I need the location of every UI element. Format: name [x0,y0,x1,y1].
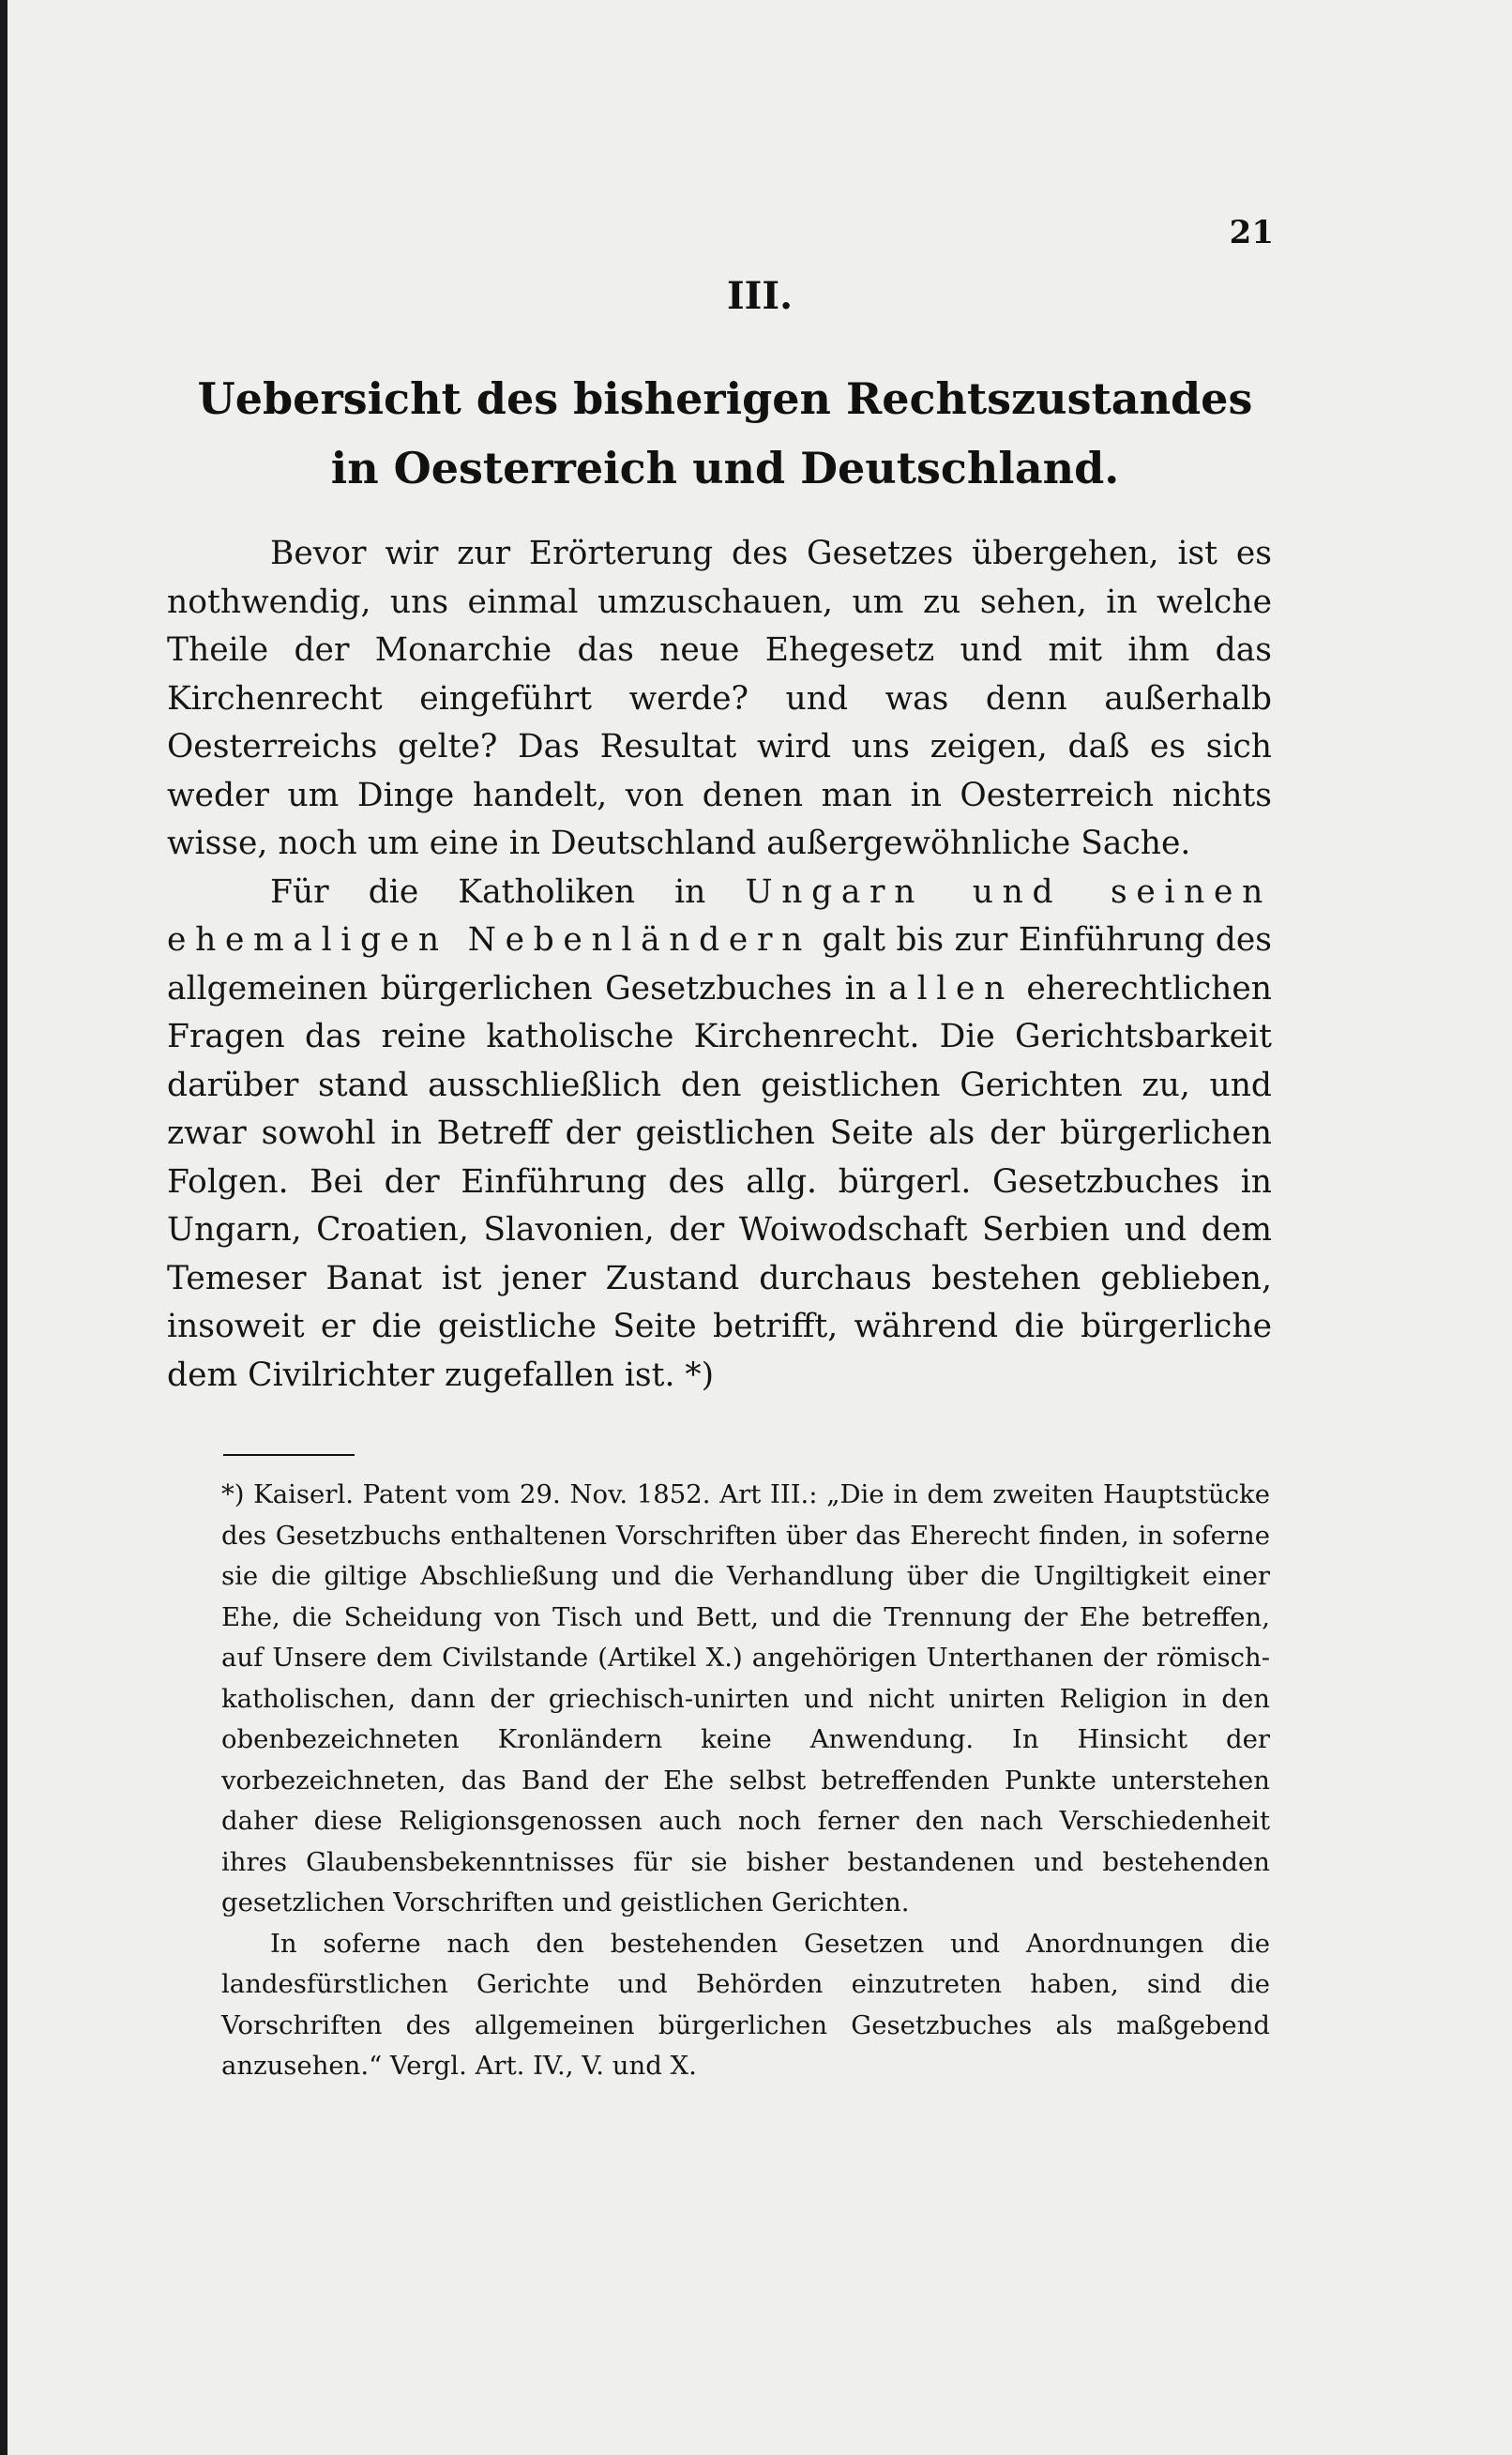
paragraph-2-part-2: galt bis zur Einführung des allgemeinen bürgerlichen Gesetzbuches in [167,921,1272,1008]
footnote-2: In soferne nach den bestehenden Gesetzen und Anordnungen die landesfürstlichen Gerichte und Behörden einzutreten haben, sind die Vorschriften des allgemeinen bürgerlichen Gesetzbuches als maßgebend anzusehen.“ Vergl. Art. IV., V. und X. [221,1928,1270,2081]
paragraph-1: Bevor wir zur Erörterung des Gesetzes übergehen, ist es nothwendig, uns einmal umzuschauen, um zu sehen, in welche Theile der Monarchie das neue Ehegesetz und mit ihm das Kirchenrecht eingeführt werde? und was denn außerhalb Oesterreichs gelte? Das Resultat wird uns zeigen, daß es sich weder um Dinge handelt, von denen man in Oesterreich nichts wisse, noch um eine in Deutschland außergewöhnliche Sache. [167,535,1272,862]
page-number: 21 [1229,214,1274,251]
document-page [8,0,1512,2455]
body-text [167,530,1272,1400]
footnote-1: *) Kaiserl. Patent vom 29. Nov. 1852. Art III.: „Die in dem zweiten Hauptstücke des Gesetzbuchs enthaltenen Vorschriften über das Eherecht finden, in soferne sie die giltige Abschließung und die Verhandlung über die Ungiltigkeit einer Ehe, die Scheidung von Tisch und Bett, und die Trennung der Ehe betreffen, auf Unsere dem Civilstande (Artikel X.) angehörigen Unterthanen der römisch-katholischen, dann der griechisch-unirten und nicht unirten Religion in den obenbezeichneten Kronländern keine Anwendung. In Hinsicht der vorbezeichneten, das Band der Ehe selbst betreffenden Punkte unterstehen daher diese Religionsgenossen auch noch ferner den nach Verschiedenheit ihres Glaubensbekenntnisses für sie bisher bestandenen und bestehenden gesetzlichen Vorschriften und geistlichen Gerichten. [221,1479,1270,1917]
paragraph-2-part-1: Für die Katholiken in [270,872,746,911]
paragraph-2 [167,869,1272,1401]
paragraph-2-emphasis-1: Ungarn und seinen ehemaligen Nebenländern [167,872,1272,959]
footnotes [221,1475,1270,2087]
paragraph-2-emphasis-2: allen [888,969,1014,1008]
section-title: Uebersicht des bisherigen Rechtszustandes in Oesterreich und Deutschland. [197,373,1253,493]
paragraph-2-part-3: eherechtlichen Fragen das reine katholische Kirchenrecht. Die Gerichtsbarkeit darüber stand ausschließlich den geistlichen Gerichten zu, und zwar sowohl in Betreff der geistlichen Seite als der bürgerlichen Folgen. Bei der Einführung des allg. bürgerl. Gesetzbuches in Ungarn, Croatien, Slavonien, der Woiwodschaft Serbien und dem Temeser Banat ist jener Zustand durchaus bestehen geblieben, insoweit er die geistliche Seite betrifft, während die bürgerliche dem Civilrichter zugefallen ist. *) [167,969,1272,1394]
footnote-separator [223,1454,355,1456]
section-numeral: III. [726,274,794,318]
